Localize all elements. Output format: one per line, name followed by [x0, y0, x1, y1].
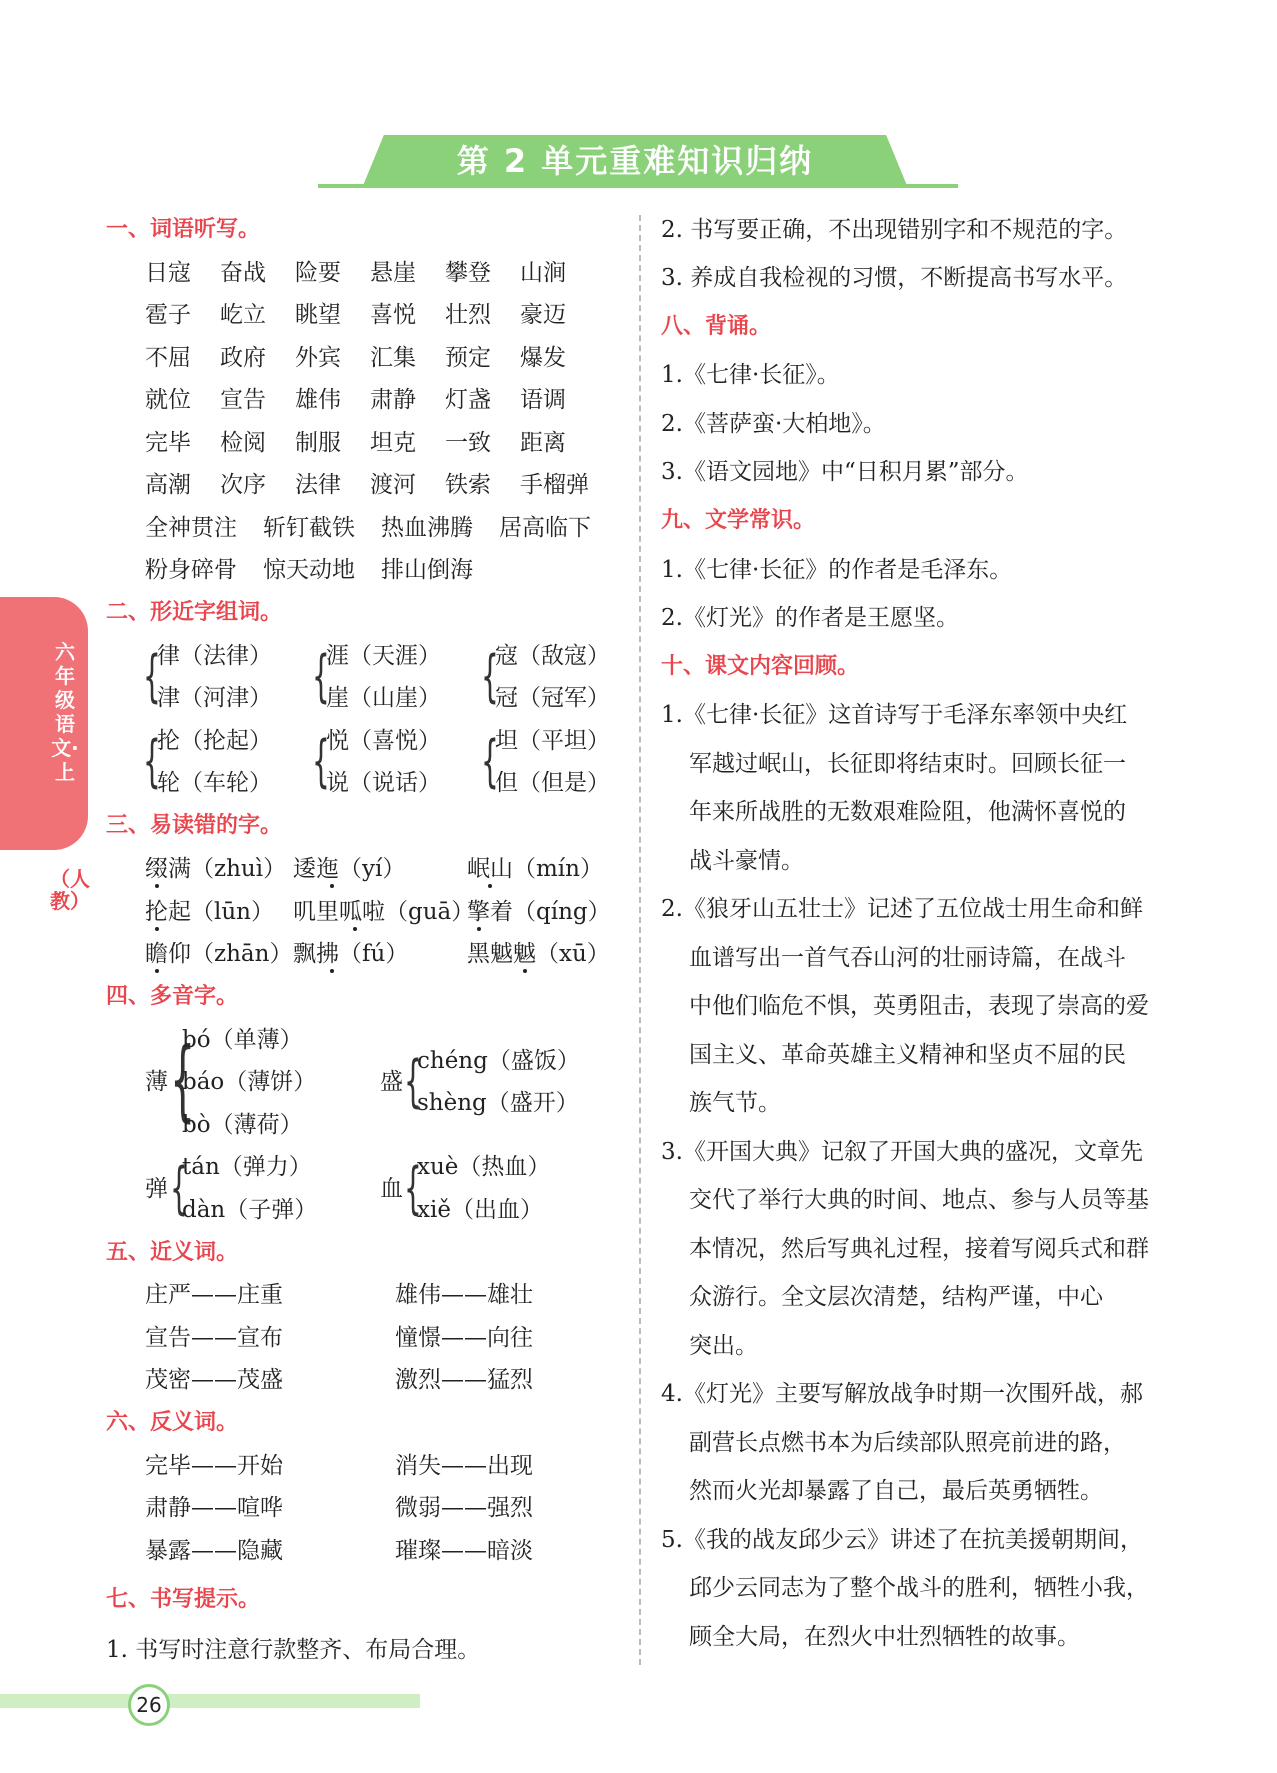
word: 语调 [520, 387, 566, 413]
word: 奋战 [220, 260, 266, 286]
pronunciation-item: 逶迤（yí） [293, 856, 406, 882]
synonym-pair: 憧憬——向往 [395, 1325, 533, 1351]
pronunciation-item: 叽里呱啦（guā） [293, 899, 475, 925]
word: 铁索 [445, 472, 491, 498]
polyphone-char: 盛 [380, 1069, 403, 1095]
polyphone-char: 血 [380, 1176, 403, 1202]
word: 肃静 [370, 387, 416, 413]
writing-tip: 1. 书写时注意行款整齐、布局合理。 [106, 1637, 481, 1663]
paragraph-line: 交代了举行大典的时间、地点、参与人员等基 [689, 1187, 1149, 1213]
antonym-pair: 完毕——开始 [145, 1453, 283, 1479]
idiom: 惊天动地 [263, 557, 355, 583]
word: 渡河 [370, 472, 416, 498]
word: 壮烈 [445, 302, 491, 328]
section-heading: 五、近义词。 [106, 1240, 239, 1265]
pronunciation-item: 岷山（mín） [467, 856, 603, 882]
similar-char: 冠（冠军） [495, 685, 610, 711]
brace: { [481, 644, 499, 709]
idiom: 排山倒海 [381, 557, 473, 583]
antonym-pair: 微弱——强烈 [395, 1495, 533, 1521]
paragraph-line: 邱少云同志为了整个战斗的胜利，牺牲小我， [689, 1575, 1149, 1601]
idiom: 居高临下 [499, 515, 591, 541]
brace: { [170, 1028, 196, 1131]
pronunciation-item: 抡起（lūn） [145, 899, 274, 925]
recitation-item: 3.《语文园地》中“日积月累”部分。 [661, 459, 1029, 485]
writing-tip: 3. 养成自我检视的习惯，不断提高书写水平。 [661, 265, 1128, 291]
polyphone-reading: bò（薄荷） [182, 1112, 303, 1138]
word: 次序 [220, 472, 266, 498]
pronunciation-item: 擎着（qíng） [467, 899, 611, 925]
word: 汇集 [370, 345, 416, 371]
paragraph-line: 副营长点燃书本为后续部队照亮前进的路， [689, 1430, 1126, 1456]
section-heading: 九、文学常识。 [661, 508, 816, 533]
word: 完毕 [145, 430, 191, 456]
antonym-pair: 暴露——隐藏 [145, 1538, 283, 1564]
word: 爆发 [520, 345, 566, 371]
paragraph-line: 顾全大局，在烈火中壮烈牺牲的故事。 [689, 1624, 1080, 1650]
word: 就位 [145, 387, 191, 413]
column-divider [639, 215, 641, 1665]
word: 制服 [295, 430, 341, 456]
brace: { [481, 729, 499, 794]
word: 法律 [295, 472, 341, 498]
word: 外宾 [295, 345, 341, 371]
synonym-pair: 茂密——茂盛 [145, 1367, 283, 1393]
brace: { [312, 644, 330, 709]
emphasis-dot [330, 969, 334, 973]
word: 山涧 [520, 260, 566, 286]
polyphone-reading: báo（薄饼） [182, 1069, 317, 1095]
brace: { [312, 729, 330, 794]
pronunciation-item: 缀满（zhuì） [145, 856, 287, 882]
paragraph-line: 1.《七律·长征》这首诗写于毛泽东率领中央红 [661, 702, 1128, 728]
emphasis-dot [353, 927, 357, 931]
paragraph-line: 突出。 [689, 1333, 758, 1359]
literature-item: 1.《七律·长征》的作者是毛泽东。 [661, 557, 1013, 583]
brace: { [143, 729, 161, 794]
word: 雹子 [145, 302, 191, 328]
word: 距离 [520, 430, 566, 456]
polyphone-reading: dàn（子弹） [182, 1197, 318, 1223]
idiom: 粉身碎骨 [145, 557, 237, 583]
similar-char: 涯（天涯） [326, 643, 441, 669]
synonym-pair: 激烈——猛烈 [395, 1367, 533, 1393]
literature-item: 2.《灯光》的作者是王愿坚。 [661, 605, 959, 631]
similar-char: 崖（山崖） [326, 685, 441, 711]
polyphone-reading: tán（弹力） [182, 1154, 312, 1180]
side-tab-edition: （人教） [50, 867, 90, 913]
word: 悬崖 [370, 260, 416, 286]
word: 检阅 [220, 430, 266, 456]
section-heading: 十、课文内容回顾。 [661, 654, 860, 679]
idiom: 全神贯注 [145, 515, 237, 541]
emphasis-dot [330, 884, 334, 888]
pronunciation-item: 黑魆魆（xū） [467, 941, 610, 967]
section-heading: 六、反义词。 [106, 1410, 239, 1435]
paragraph-line: 国主义、革命英雄主义精神和坚贞不屈的民 [689, 1042, 1126, 1068]
similar-char: 津（河津） [157, 685, 272, 711]
polyphone-reading: chéng（盛饭） [417, 1048, 580, 1074]
paragraph-line: 中他们临危不惧，英勇阻击，表现了崇高的爱 [689, 993, 1149, 1019]
word: 高潮 [145, 472, 191, 498]
paragraph-line: 然而火光却暴露了自己，最后英勇牺牲。 [689, 1478, 1103, 1504]
similar-char: 抡（抡起） [157, 728, 272, 754]
polyphone-char: 薄 [145, 1069, 168, 1095]
pronunciation-item: 瞻仰（zhān） [145, 941, 293, 967]
page-number: 26 [136, 1693, 162, 1717]
section-heading: 一、词语听写。 [106, 217, 261, 242]
paragraph-line: 战斗豪情。 [689, 848, 804, 874]
similar-char: 轮（车轮） [157, 770, 272, 796]
word: 攀登 [445, 260, 491, 286]
polyphone-reading: xiě（出血） [417, 1197, 543, 1223]
paragraph-line: 4.《灯光》主要写解放战争时期一次围歼战，郝 [661, 1381, 1143, 1407]
emphasis-dot [155, 884, 159, 888]
section-heading: 二、形近字组词。 [106, 600, 283, 625]
emphasis-dot [523, 969, 527, 973]
word: 日寇 [145, 260, 191, 286]
emphasis-dot [477, 927, 481, 931]
word: 坦克 [370, 430, 416, 456]
antonym-pair: 消失——出现 [395, 1453, 533, 1479]
word: 豪迈 [520, 302, 566, 328]
paragraph-line: 5.《我的战友邱少云》讲述了在抗美援朝期间， [661, 1527, 1143, 1553]
word: 一致 [445, 430, 491, 456]
similar-char: 说（说话） [326, 770, 441, 796]
word: 雄伟 [295, 387, 341, 413]
section-heading: 三、易读错的字。 [106, 813, 283, 838]
section-heading: 八、背诵。 [661, 314, 772, 339]
paragraph-line: 年来所战胜的无数艰难险阻，他满怀喜悦的 [689, 799, 1126, 825]
synonym-pair: 宣告——宣布 [145, 1325, 283, 1351]
similar-char: 悦（喜悦） [326, 728, 441, 754]
idiom: 热血沸腾 [381, 515, 473, 541]
footer-bar [0, 1694, 420, 1708]
word: 屹立 [220, 302, 266, 328]
word: 险要 [295, 260, 341, 286]
similar-char: 坦（平坦） [495, 728, 610, 754]
page-title: 第 2 单元重难知识归纳 [456, 142, 814, 180]
word: 政府 [220, 345, 266, 371]
similar-char: 但（但是） [495, 770, 610, 796]
emphasis-dot [155, 927, 159, 931]
similar-char: 寇（敌寇） [495, 643, 610, 669]
emphasis-dot [488, 884, 492, 888]
word: 预定 [445, 345, 491, 371]
word: 眺望 [295, 302, 341, 328]
paragraph-line: 本情况，然后写典礼过程，接着写阅兵式和群 [689, 1236, 1149, 1262]
brace: { [404, 1049, 422, 1114]
similar-char: 律（法律） [157, 643, 272, 669]
polyphone-reading: bó（单薄） [182, 1027, 303, 1053]
brace: { [143, 644, 161, 709]
paragraph-line: 3.《开国大典》记叙了开国大典的盛况，文章先 [661, 1139, 1143, 1165]
word: 宣告 [220, 387, 266, 413]
brace: { [404, 1156, 422, 1221]
writing-tip: 2. 书写要正确，不出现错别字和不规范的字。 [661, 217, 1128, 243]
word: 不屈 [145, 345, 191, 371]
section-heading: 七、书写提示。 [106, 1587, 261, 1612]
antonym-pair: 肃静——喧哗 [145, 1495, 283, 1521]
word: 喜悦 [370, 302, 416, 328]
paragraph-line: 2.《狼牙山五壮士》记述了五位战士用生命和鲜 [661, 896, 1143, 922]
polyphone-char: 弹 [145, 1176, 168, 1202]
recitation-item: 2.《菩萨蛮·大柏地》。 [661, 411, 886, 437]
paragraph-line: 军越过岷山，长征即将结束时。回顾长征一 [689, 751, 1126, 777]
word: 手榴弹 [520, 472, 589, 498]
synonym-pair: 雄伟——雄壮 [395, 1282, 533, 1308]
idiom: 斩钉截铁 [263, 515, 355, 541]
word: 灯盏 [445, 387, 491, 413]
antonym-pair: 璀璨——暗淡 [395, 1538, 533, 1564]
paragraph-line: 血谱写出一首气吞山河的壮丽诗篇，在战斗 [689, 945, 1126, 971]
synonym-pair: 庄严——庄重 [145, 1282, 283, 1308]
brace: { [170, 1156, 188, 1221]
polyphone-reading: xuè（热血） [417, 1154, 551, 1180]
section-heading: 四、多音字。 [106, 984, 239, 1009]
paragraph-line: 族气节。 [689, 1090, 781, 1116]
side-tab-grade: 六年级语文·上 [51, 640, 79, 784]
emphasis-dot [155, 969, 159, 973]
paragraph-line: 众游行。全文层次清楚，结构严谨，中心 [689, 1284, 1103, 1310]
polyphone-reading: shèng（盛开） [417, 1090, 579, 1116]
recitation-item: 1.《七律·长征》。 [661, 362, 840, 388]
pronunciation-item: 飘拂（fú） [293, 941, 409, 967]
